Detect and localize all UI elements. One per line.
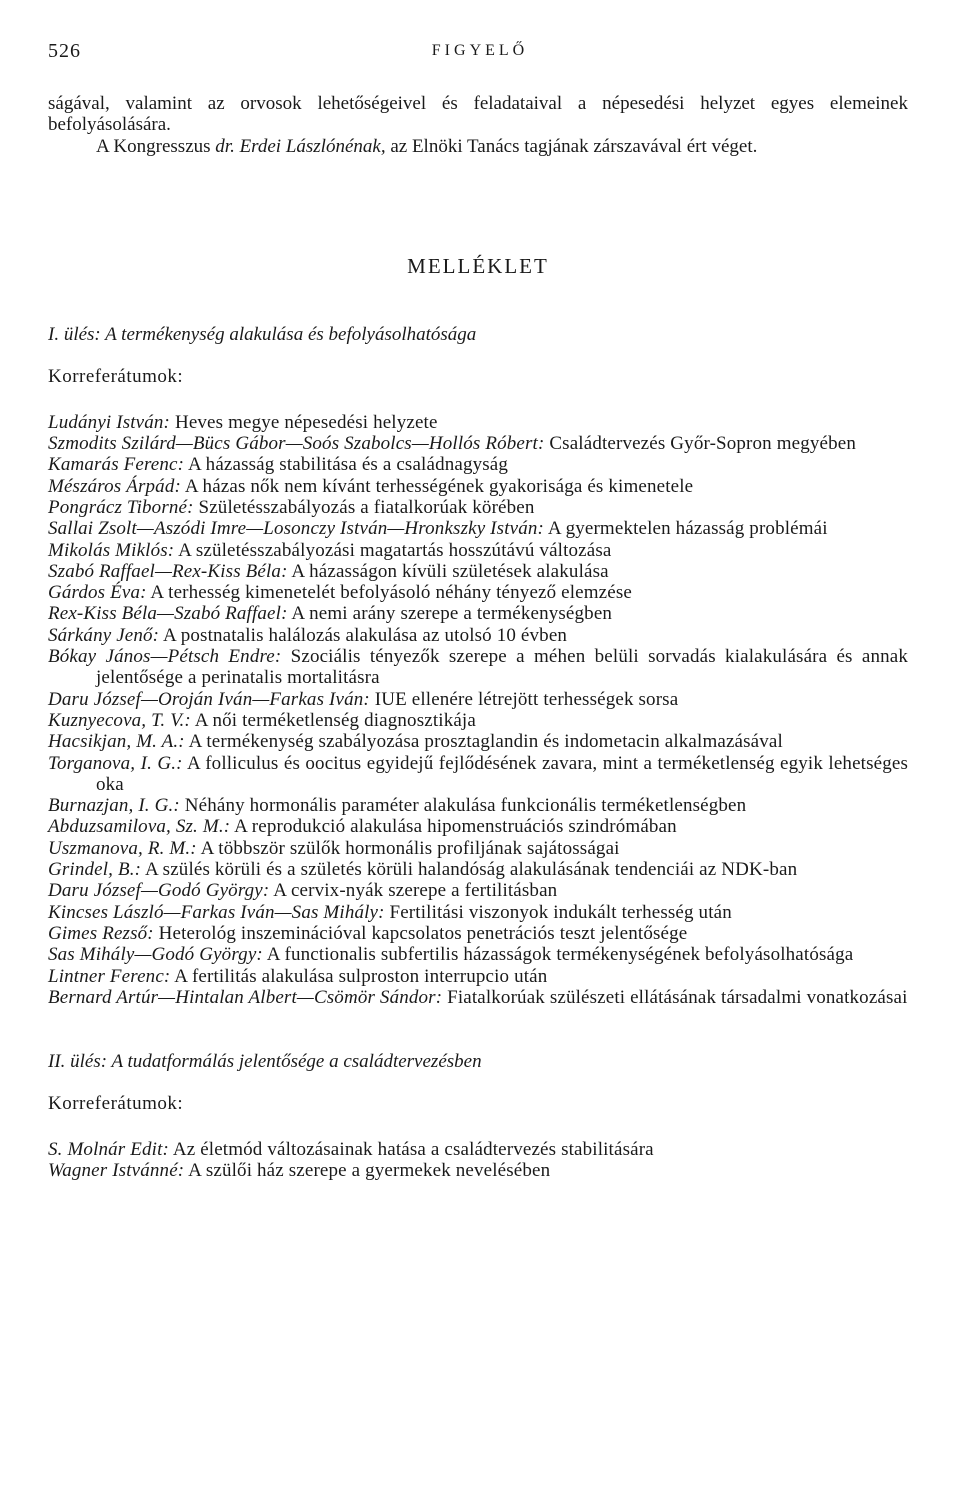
referee-entry [48,1139,908,1160]
entry-authors: S. Molnár Edit: [48,1138,169,1160]
entry-authors: Bókay János—Pétsch Endre: [48,646,282,668]
entry-title: Heterológ inszeminációval kapcsolatos penetrációs teszt jelentősége [153,922,688,944]
entry-title: Fertilitási viszonyok indukált terhesség után [384,901,732,923]
entry-authors: Lintner Ferenc: [48,965,171,987]
referee-entry [48,923,908,944]
referee-entry [48,966,908,987]
referee-entry [48,880,908,901]
entry-authors: Bernard Artúr—Hintalan Albert—Csömör Sándor: [48,986,443,1008]
referee-entry [48,1160,908,1181]
entry-title: A terhesség kimenetelét befolyásoló néhány tényező elemzése [146,582,632,604]
entry-authors: Sallai Zsolt—Aszódi Imre—Losonczy István—Hronkszky István: [48,518,544,540]
entry-title: A többször szülők hormonális profiljának sajátosságai [196,837,620,859]
intro-para2-suffix: az Elnöki Tanács tagjának zárszavával ért véget. [385,135,758,157]
entry-authors: Grindel, B.: [48,859,142,881]
entry-title: IUE ellenére létrejött terhességek sorsa [369,688,679,710]
referee-entry [48,753,908,796]
referee-entry [48,646,908,689]
entry-authors: Kamarás Ferenc: [48,454,185,476]
session-1-korref-label: Korreferátumok: [48,366,184,388]
entry-title: A reprodukció alakulása hipomenstruációs szindrómában [230,816,677,838]
referee-entry [48,731,908,752]
referee-entry [48,497,908,518]
entry-authors: Torganova, I. G.: [48,752,183,774]
referee-entry [48,987,908,1008]
session-2-title: II. ülés: A tudatformálás jelentősége a családtervezésben [48,1051,482,1073]
entry-title: A szülés körüli és a születés körüli halandóság alakulásának tendenciái az NDK-ban [141,859,798,881]
intro-paragraph-2 [48,136,908,157]
entry-title: A nemi arány szerepe a termékenységben [287,603,613,625]
entry-authors: Szabó Raffael—Rex-Kiss Béla: [48,560,288,582]
referee-entry [48,518,908,539]
entry-title: Fiatalkorúak szülészeti ellátásának társadalmi vonatkozásai [442,986,908,1008]
entry-title: A születésszabályozási magatartás hosszútávú változása [174,539,612,561]
intro-para2-name: dr. Erdei Lászlónénak, [215,135,386,157]
session-2-korref-label: Korreferátumok: [48,1093,184,1115]
entry-authors: Gimes Rezső: [48,922,154,944]
referee-entry [48,582,908,603]
referee-entry [48,710,908,731]
entry-title: A fertilitás alakulása sulproston interrupcio után [170,965,548,987]
referee-entry [48,838,908,859]
entry-title: A szülői ház szerepe a gyermekek nevelésében [184,1159,551,1181]
entry-authors: Burnazjan, I. G.: [48,795,180,817]
entry-authors: Kuznyecova, T. V.: [48,709,191,731]
running-title: FIGYELŐ [431,42,529,59]
entry-title: A házasságon kívüli születések alakulása [287,560,609,582]
entry-title: Szociális tényezők szerepe a méhen belüli sorvadás kialakulására és annak jelentősége a perinatalis mortalitásra [96,646,908,689]
entry-authors: Mészáros Árpád: [48,475,181,497]
entry-title: Családtervezés Győr-Sopron megyében [544,433,857,455]
referee-entry [48,944,908,965]
entry-title: A functionalis subfertilis házasságok termékenységének befolyásolhatósága [262,944,854,966]
entry-title: A gyermektelen házasság problémái [544,518,828,540]
entry-authors: Sárkány Jenő: [48,624,160,646]
referee-entry [48,795,908,816]
entry-title: Heves megye népesedési helyzete [170,411,438,433]
referee-entry [48,689,908,710]
entry-title: A házasság stabilitása és a családnagyság [184,454,509,476]
entry-authors: Rex-Kiss Béla—Szabó Raffael: [48,603,288,625]
referee-entry [48,816,908,837]
entry-authors: Sas Mihály—Godó György: [48,944,263,966]
entry-authors: Mikolás Miklós: [48,539,175,561]
entry-authors: Daru József—Godó György: [48,880,270,902]
entry-title: A folliculus és oocitus egyidejű fejlődésének zavara, mint a terméketlenség egyik lehetséges oka [96,752,908,795]
entry-title: A postnatalis halálozás alakulása az utolsó 10 évben [159,624,568,646]
entry-authors: Ludányi István: [48,411,171,433]
entry-title: A cervix-nyák szerepe a fertilitásban [269,880,558,902]
session-1-entries [48,412,908,1008]
referee-entry [48,433,908,454]
page-number: 526 [48,40,81,62]
referee-entry [48,902,908,923]
entry-authors: Kincses László—Farkas Iván—Sas Mihály: [48,901,385,923]
entry-title: A házas nők nem kívánt terhességének gyakorisága és kimenetele [180,475,694,497]
intro-paragraph-1: ságával, valamint az orvosok lehetőségeivel és feladataival a népesedési helyzet egyes elemeinek befolyásolására. [48,93,908,136]
entry-authors: Gárdos Éva: [48,582,147,604]
entry-authors: Hacsikjan, M. A.: [48,731,185,753]
referee-entry [48,603,908,624]
entry-authors: Wagner Istvánné: [48,1159,185,1181]
entry-authors: Pongrácz Tiborné: [48,496,194,518]
session-2-entries [48,1139,908,1182]
entry-authors: Szmodits Szilárd—Bücs Gábor—Soós Szabolcs—Hollós Róbert: [48,433,545,455]
referee-entry [48,540,908,561]
appendix-title: MELLÉKLET [407,253,549,278]
referee-entry [48,859,908,880]
intro-para2-prefix: A Kongresszus [96,135,216,157]
entry-authors: Abduzsamilova, Sz. M.: [48,816,231,838]
entry-authors: Uszmanova, R. M.: [48,837,197,859]
page-header [48,40,912,70]
session-1-title: I. ülés: A termékenység alakulása és befolyásolhatósága [48,324,477,346]
referee-entry [48,561,908,582]
entry-authors: Daru József—Oroján Iván—Farkas Iván: [48,688,370,710]
page-content [48,93,908,1181]
entry-title: Születésszabályozás a fiatalkorúak körében [193,496,535,518]
entry-title: Az életmód változásainak hatása a családtervezés stabilitására [169,1138,654,1160]
referee-entry [48,476,908,497]
referee-entry [48,454,908,475]
referee-entry [48,625,908,646]
entry-title: A termékenység szabályozása prosztaglandin és indometacin alkalmazásával [184,731,783,753]
entry-title: A női terméketlenség diagnosztikája [190,709,476,731]
intro-section [48,93,908,157]
entry-title: Néhány hormonális paraméter alakulása funkcionális terméketlenségben [179,795,747,817]
referee-entry [48,412,908,433]
